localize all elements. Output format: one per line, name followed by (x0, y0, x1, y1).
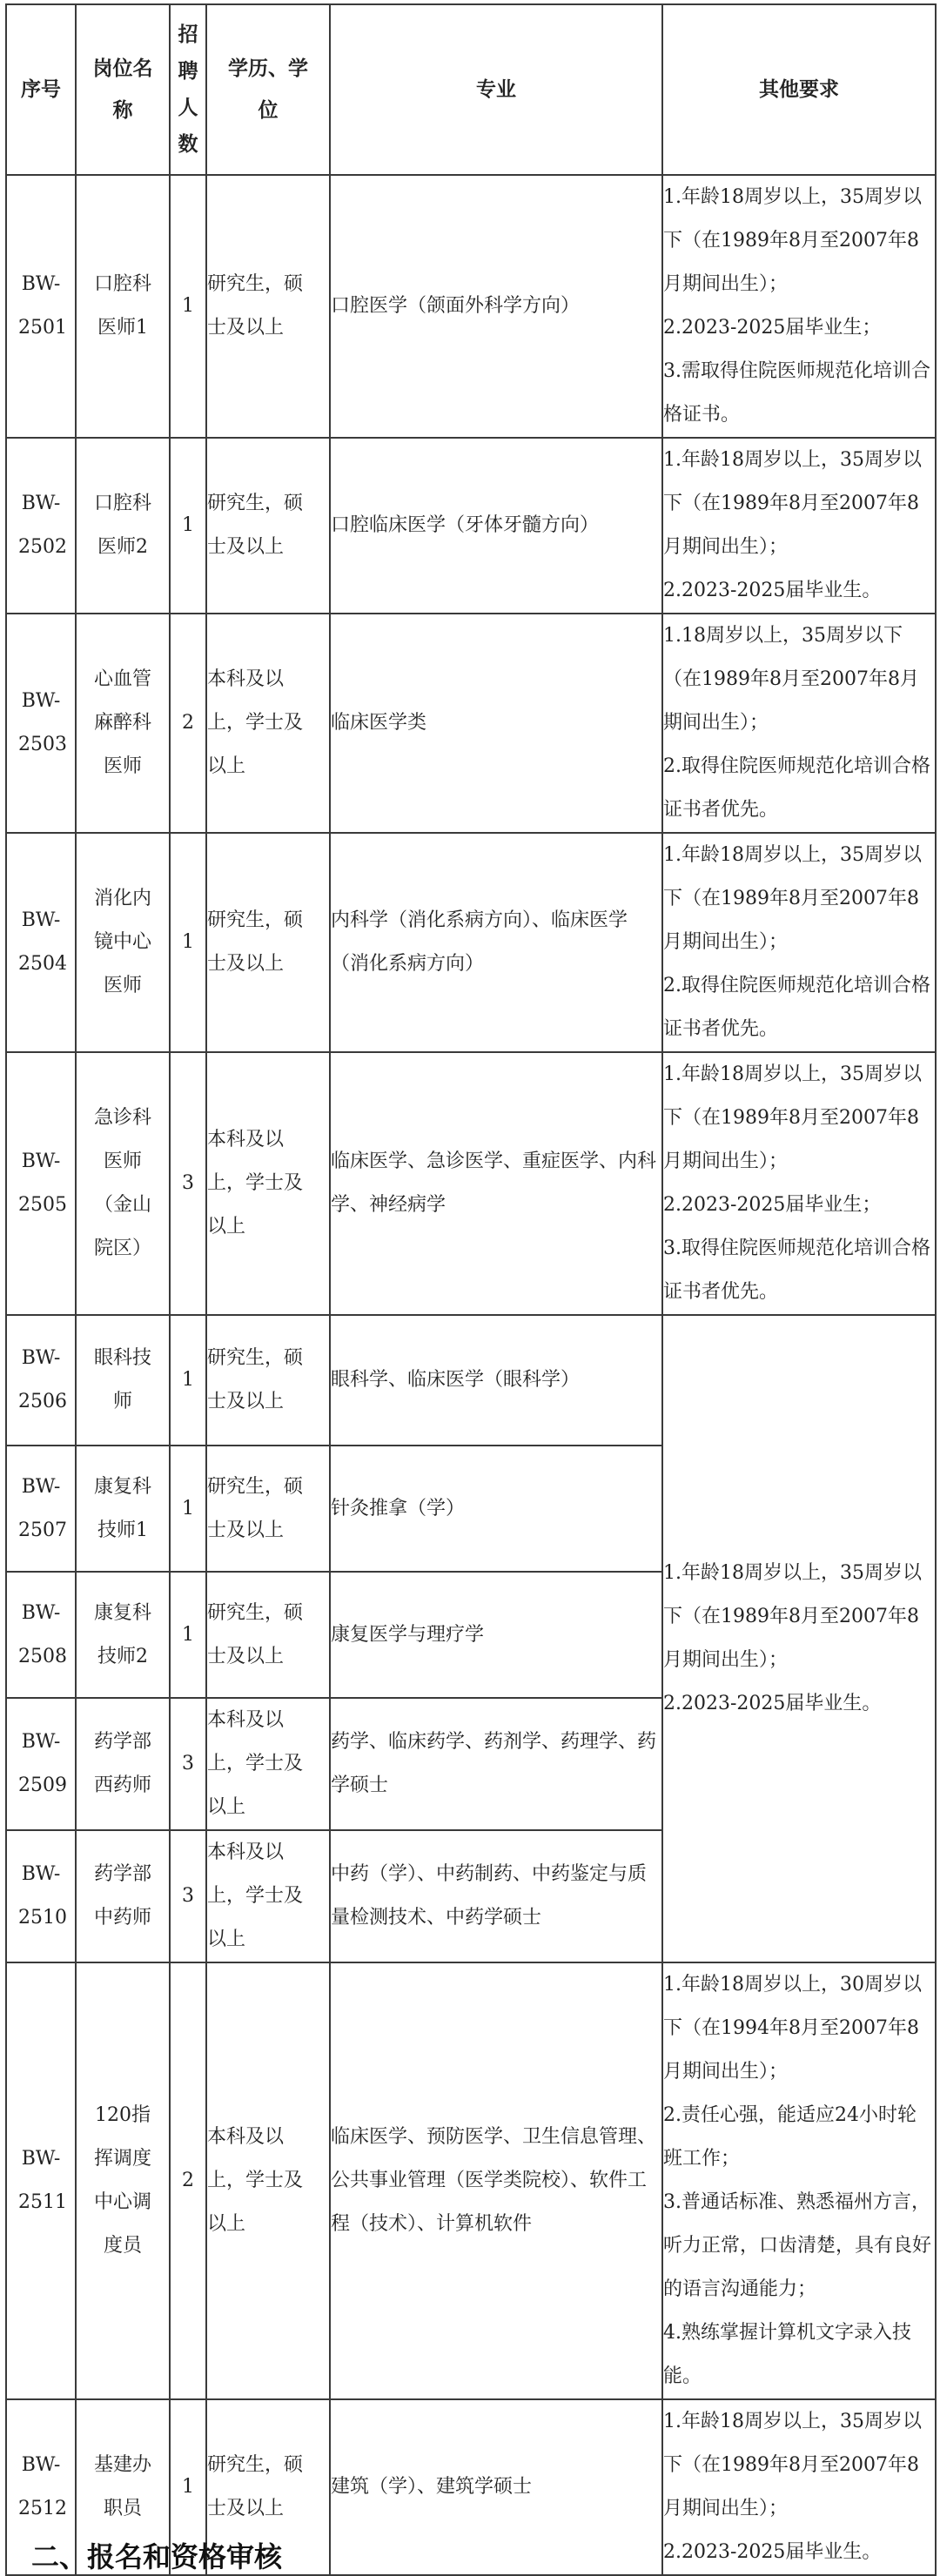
cell-edu: 研究生，硕士及以上 (206, 1315, 330, 1446)
cell-major: 口腔医学（颌面外科学方向） (330, 175, 662, 438)
cell-count: 3 (170, 1830, 206, 1962)
cell-requirements (662, 175, 936, 438)
cell-major: 内科学（消化系病方向）、临床医学（消化系病方向） (330, 833, 662, 1052)
cell-major: 临床医学类 (330, 614, 662, 833)
cell-edu: 研究生，硕士及以上 (206, 833, 330, 1052)
header-major: 专业 (330, 4, 662, 175)
table-row (6, 438, 936, 614)
header-edu: 学历、学位 (206, 4, 330, 175)
cell-name: 120指挥调度中心调度员 (76, 1962, 170, 2399)
cell-count: 2 (170, 614, 206, 833)
cell-id: BW-2505 (6, 1052, 76, 1315)
cell-edu: 研究生，硕士及以上 (206, 2399, 330, 2575)
recruitment-table (5, 3, 937, 2576)
cell-requirements (662, 438, 936, 614)
section-heading: 二、报名和资格审核 (31, 2540, 283, 2573)
req-line: 3.取得住院医师规范化培训合格证书者优先。 (663, 1238, 930, 1303)
cell-edu: 本科及以上，学士及以上 (206, 614, 330, 833)
cell-count: 3 (170, 1052, 206, 1315)
cell-requirements (662, 1962, 936, 2399)
req-line: 2.取得住院医师规范化培训合格证书者优先。 (663, 975, 930, 1040)
req-line: 1.年龄18周岁以上，35周岁以下（在1989年8月至2007年8月期间出生）； (663, 1562, 922, 1671)
cell-name: 药学部西药师 (76, 1698, 170, 1830)
cell-count: 1 (170, 1572, 206, 1698)
req-line: 1.年龄18周岁以上，35周岁以下（在1989年8月至2007年8月期间出生）； (663, 449, 922, 558)
req-line: 2.2023-2025届毕业生。 (663, 1693, 882, 1714)
header-count: 招聘人数 (170, 4, 206, 175)
cell-name: 基建办职员 (76, 2399, 170, 2575)
cell-edu: 研究生，硕士及以上 (206, 1572, 330, 1698)
cell-edu: 研究生，硕士及以上 (206, 175, 330, 438)
cell-count: 3 (170, 1698, 206, 1830)
table-row (6, 175, 936, 438)
req-line: 2.取得住院医师规范化培训合格证书者优先。 (663, 755, 930, 821)
req-line: 1.年龄18周岁以上，30周岁以下（在1994年8月至2007年8月期间出生）； (663, 1974, 922, 2083)
cell-count: 1 (170, 833, 206, 1052)
req-line: 2.2023-2025届毕业生； (663, 1194, 882, 1216)
req-line: 2.2023-2025届毕业生； (663, 317, 882, 339)
cell-name: 眼科技师 (76, 1315, 170, 1446)
cell-count: 1 (170, 1315, 206, 1446)
cell-id: BW-2506 (6, 1315, 76, 1446)
cell-count: 1 (170, 2399, 206, 2575)
cell-name: 消化内镜中心医师 (76, 833, 170, 1052)
table-row (6, 614, 936, 833)
cell-id: BW-2503 (6, 614, 76, 833)
cell-major: 药学、临床药学、药剂学、药理学、药学硕士 (330, 1698, 662, 1830)
table-row (6, 1315, 936, 1446)
cell-edu: 研究生，硕士及以上 (206, 438, 330, 614)
cell-id: BW-2510 (6, 1830, 76, 1962)
req-line: 3.需取得住院医师规范化培训合格证书。 (663, 360, 930, 426)
cell-requirements (662, 833, 936, 1052)
cell-name: 口腔科医师1 (76, 175, 170, 438)
header-req: 其他要求 (662, 4, 936, 175)
cell-id: BW-2504 (6, 833, 76, 1052)
req-line: 1.18周岁以上，35周岁以下（在1989年8月至2007年8月期间出生）； (663, 625, 919, 734)
cell-id: BW-2501 (6, 175, 76, 438)
cell-edu: 本科及以上，学士及以上 (206, 1962, 330, 2399)
cell-id: BW-2512 (6, 2399, 76, 2575)
cell-requirements (662, 2399, 936, 2575)
cell-edu: 本科及以上，学士及以上 (206, 1052, 330, 1315)
cell-id: BW-2509 (6, 1698, 76, 1830)
cell-id: BW-2507 (6, 1446, 76, 1572)
cell-major: 临床医学、急诊医学、重症医学、内科学、神经病学 (330, 1052, 662, 1315)
header-name: 岗位名称 (76, 4, 170, 175)
req-line: 2.责任心强，能适应24小时轮班工作； (663, 2104, 916, 2170)
cell-major: 眼科学、临床医学（眼科学） (330, 1315, 662, 1446)
req-line: 1.年龄18周岁以上，35周岁以下（在1989年8月至2007年8月期间出生）； (663, 186, 922, 295)
cell-edu: 研究生，硕士及以上 (206, 1446, 330, 1572)
cell-major: 康复医学与理疗学 (330, 1572, 662, 1698)
cell-major: 口腔临床医学（牙体牙髓方向） (330, 438, 662, 614)
cell-requirements-shared (662, 1315, 936, 1962)
cell-name: 口腔科医师2 (76, 438, 170, 614)
cell-id: BW-2511 (6, 1962, 76, 2399)
cell-count: 2 (170, 1962, 206, 2399)
cell-major: 临床医学、预防医学、卫生信息管理、公共事业管理（医学类院校）、软件工程（技术）、计算机软件 (330, 1962, 662, 2399)
cell-count: 1 (170, 438, 206, 614)
cell-requirements (662, 614, 936, 833)
cell-id: BW-2508 (6, 1572, 76, 1698)
table-row (6, 833, 936, 1052)
cell-id: BW-2502 (6, 438, 76, 614)
req-line: 2.2023-2025届毕业生。 (663, 2541, 882, 2563)
req-line: 1.年龄18周岁以上，35周岁以下（在1989年8月至2007年8月期间出生）； (663, 844, 922, 953)
table-header-row (6, 4, 936, 175)
cell-major: 建筑（学）、建筑学硕士 (330, 2399, 662, 2575)
cell-name: 心血管麻醉科医师 (76, 614, 170, 833)
header-id: 序号 (6, 4, 76, 175)
cell-edu: 本科及以上，学士及以上 (206, 1698, 330, 1830)
cell-major: 针灸推拿（学） (330, 1446, 662, 1572)
cell-name: 药学部中药师 (76, 1830, 170, 1962)
req-line: 4.熟练掌握计算机文字录入技能。 (663, 2322, 911, 2387)
cell-requirements (662, 1052, 936, 1315)
cell-name: 急诊科医师（金山院区） (76, 1052, 170, 1315)
cell-count: 1 (170, 175, 206, 438)
cell-major: 中药（学）、中药制药、中药鉴定与质量检测技术、中药学硕士 (330, 1830, 662, 1962)
req-line: 3.普通话标准、熟悉福州方言，听力正常，口齿清楚，具有良好的语言沟通能力； (663, 2191, 932, 2300)
cell-count: 1 (170, 1446, 206, 1572)
req-line: 1.年龄18周岁以上，35周岁以下（在1989年8月至2007年8月期间出生）； (663, 2411, 922, 2519)
table-row (6, 1052, 936, 1315)
cell-edu: 本科及以上，学士及以上 (206, 1830, 330, 1962)
req-line: 1.年龄18周岁以上，35周岁以下（在1989年8月至2007年8月期间出生）； (663, 1063, 922, 1172)
table-row (6, 1962, 936, 2399)
req-line: 2.2023-2025届毕业生。 (663, 580, 882, 601)
cell-name: 康复科技师1 (76, 1446, 170, 1572)
cell-name: 康复科技师2 (76, 1572, 170, 1698)
